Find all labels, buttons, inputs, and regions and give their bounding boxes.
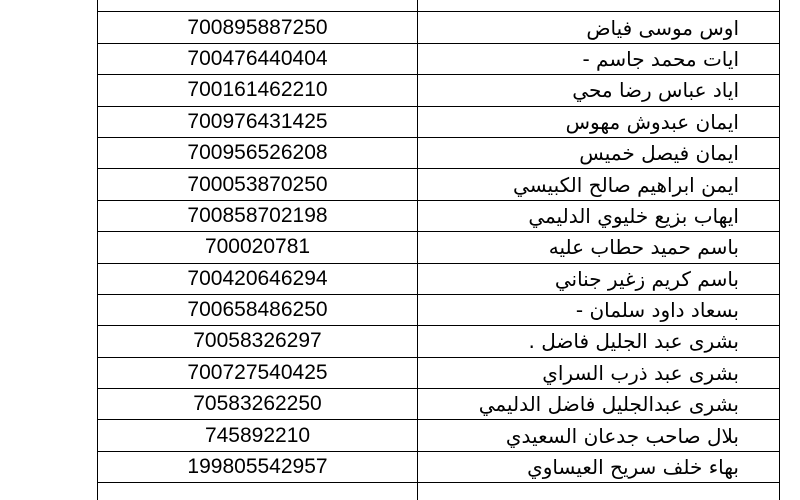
person-name-cell: بشرى عبد ذرب السراي [418, 357, 780, 388]
person-name-cell: بشرى عبد الجليل فاضل . [418, 326, 780, 357]
table-row [98, 326, 780, 357]
id-number-cell: 700976431425 [98, 106, 418, 137]
table-row [98, 106, 780, 137]
table-row [98, 357, 780, 388]
table-row [98, 43, 780, 74]
person-name-cell: بشرى عبدالجليل فاضل الدليمي [418, 389, 780, 420]
id-number-cell: 70583262250 [98, 389, 418, 420]
person-name-cell: باسم كريم زغير جناني [418, 263, 780, 294]
table-row [98, 294, 780, 325]
id-number-cell: 700858702198 [98, 200, 418, 231]
id-number-cell: 700053870250 [98, 169, 418, 200]
id-number-cell: 700476440404 [98, 43, 418, 74]
person-name-cell [418, 483, 780, 500]
table-row [98, 389, 780, 420]
id-number-cell: 700895887250 [98, 12, 418, 43]
person-name-cell: اوس موسى فياض [418, 12, 780, 43]
table-row [98, 200, 780, 231]
table-row [98, 420, 780, 451]
person-name-cell: اياد عباس رضا محي [418, 75, 780, 106]
id-number-cell: 700420646294 [98, 263, 418, 294]
id-number-cell: 700020781 [98, 232, 418, 263]
person-name-cell: بسعاد داود سلمان - [418, 294, 780, 325]
person-name-cell: ايمن ابراهيم صالح الكبيسي [418, 169, 780, 200]
names-table [97, 0, 780, 500]
table-row [98, 232, 780, 263]
table-row [98, 137, 780, 168]
table-row [98, 451, 780, 482]
id-number-cell: 70058326297 [98, 326, 418, 357]
id-number-cell: 700658486250 [98, 294, 418, 325]
person-name-cell: ايمان عبدوش مهوس [418, 106, 780, 137]
id-number-cell: 700727540425 [98, 357, 418, 388]
table-row [98, 12, 780, 43]
person-name-cell: ايمان فيصل خميس [418, 137, 780, 168]
table-row [98, 169, 780, 200]
person-name-cell: بلال صاحب جدعان السعيدي [418, 420, 780, 451]
person-name-cell: ايهاب بزيع خليوي الدليمي [418, 200, 780, 231]
id-number-cell: 700161462210 [98, 75, 418, 106]
id-number-cell [98, 483, 418, 500]
person-name-cell: باسم حميد حطاب عليه [418, 232, 780, 263]
person-name-cell: بهاء خلف سريح العيساوي [418, 451, 780, 482]
table-row [98, 75, 780, 106]
table-row [98, 263, 780, 294]
table-row [98, 0, 780, 12]
table-row [98, 483, 780, 500]
id-number-cell [98, 0, 418, 12]
id-number-cell: 745892210 [98, 420, 418, 451]
person-name-cell [418, 0, 780, 12]
table-body [98, 0, 780, 500]
id-number-cell: 199805542957 [98, 451, 418, 482]
person-name-cell: ايات محمد جاسم - [418, 43, 780, 74]
id-number-cell: 700956526208 [98, 137, 418, 168]
